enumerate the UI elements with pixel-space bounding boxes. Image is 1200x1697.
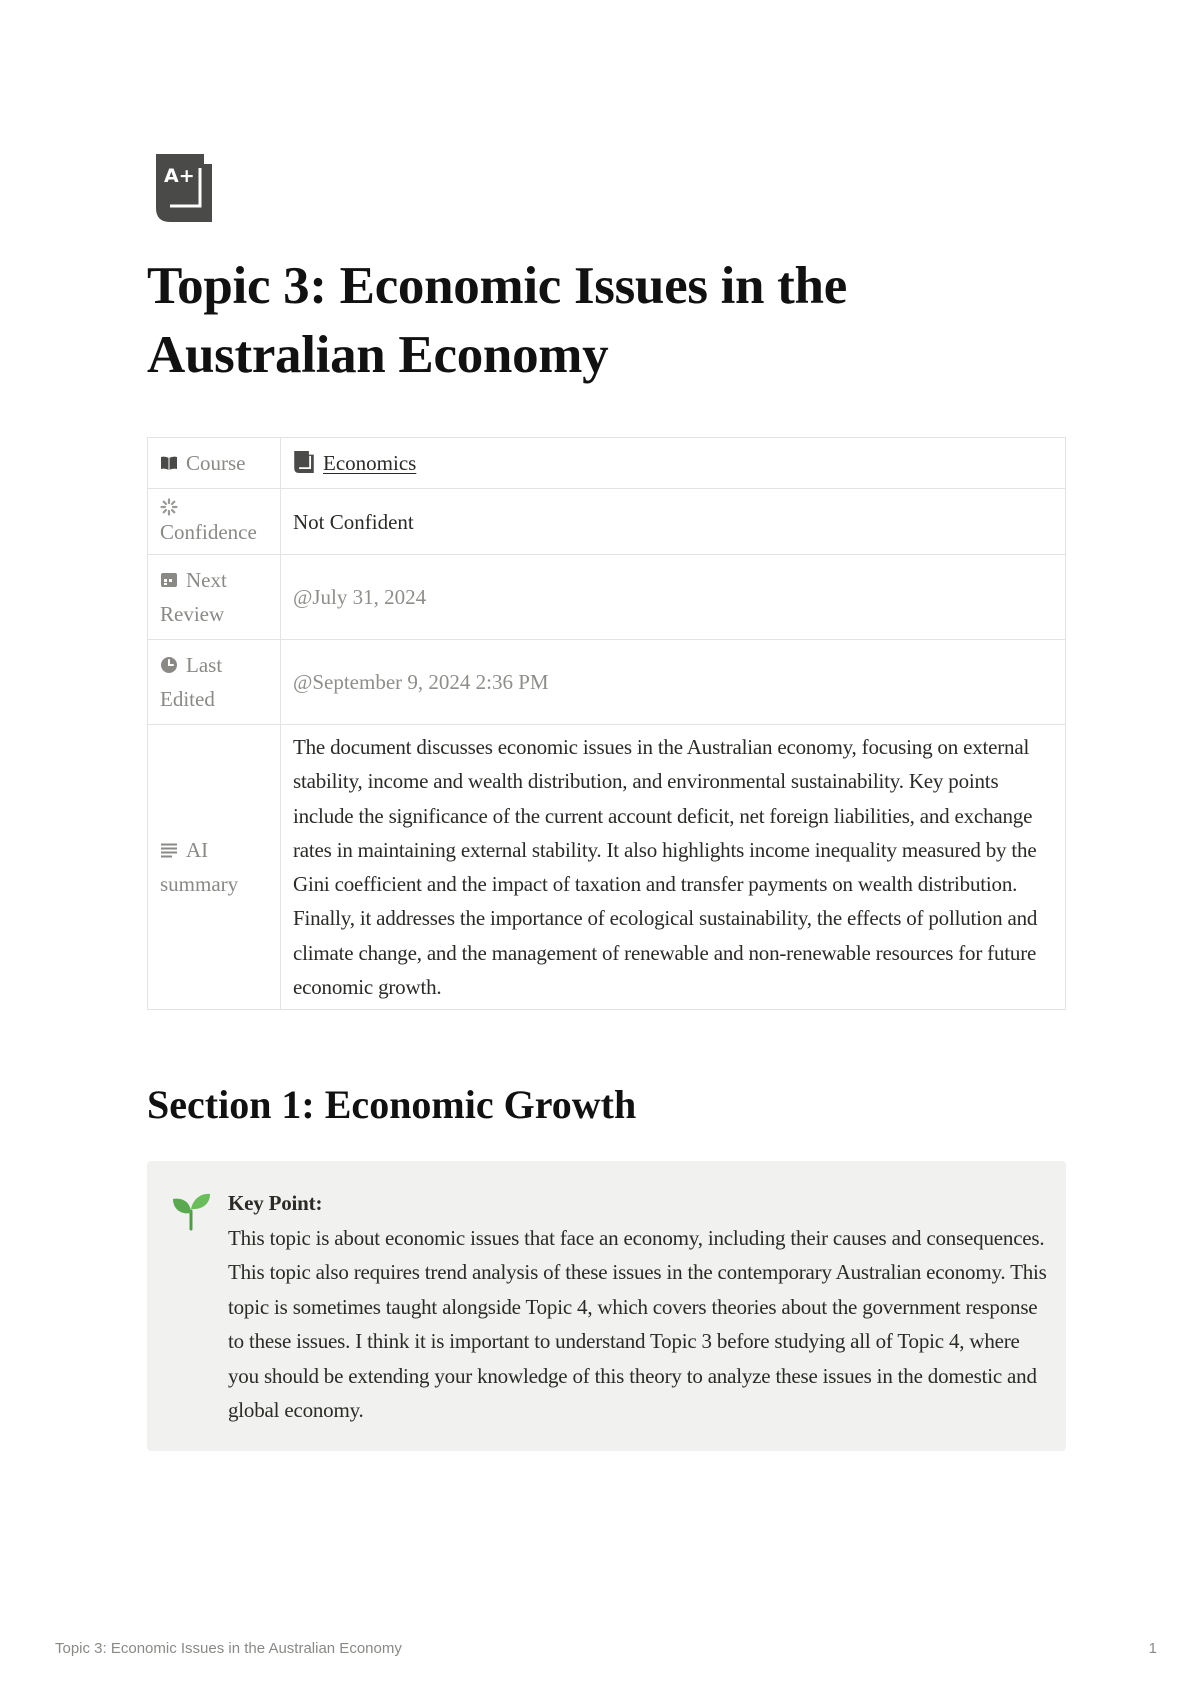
key-point-callout (147, 1161, 1066, 1451)
property-row-course (148, 438, 1066, 489)
callout-body (228, 1186, 1048, 1428)
property-value[interactable]: @July 31, 2024 (281, 555, 1066, 640)
property-row-next-review (148, 555, 1066, 640)
property-key-label: AI summary (160, 838, 239, 897)
property-row-confidence (148, 489, 1066, 555)
callout-title: Key Point: (228, 1191, 323, 1215)
property-key (148, 725, 281, 1010)
ai-summary-text[interactable]: The document discusses economic issues in the Australian economy, focusing on external stability, income and wealth distribution, and environmental sustainability. Key points include the significance of the current account deficit, net foreign liabilities, and exchange rates in maintaining external stability. It also highlights income inequality measured by the Gini coefficient and the impact of taxation and transfer payments on wealth distribution. Finally, it addresses the importance of ecological sustainability, the effects of pollution and climate change, and the management of renewable and non-renewable resources for future economic growth. (281, 725, 1066, 1010)
property-value: @September 9, 2024 2:36 PM (281, 640, 1066, 725)
property-key-label: Confidence (160, 519, 257, 544)
course-link[interactable]: Economics (323, 451, 417, 475)
text-lines-icon (160, 841, 178, 859)
property-key-label: Next Review (160, 568, 227, 626)
property-key (148, 555, 281, 640)
notebook-icon (293, 451, 315, 473)
footer-page-number: 1 (1148, 1640, 1157, 1657)
property-key (148, 438, 281, 489)
property-row-last-edited (148, 640, 1066, 725)
page-title: Topic 3: Economic Issues in the Australian Economy (147, 257, 847, 384)
property-key (148, 489, 281, 555)
property-key-label: Last Edited (160, 653, 223, 711)
property-row-ai-summary (148, 725, 1066, 1010)
section-heading: Section 1: Economic Growth (147, 1082, 637, 1127)
property-key-label: Course (186, 451, 246, 475)
loading-spinner-icon (160, 498, 178, 516)
seedling-icon (171, 1191, 211, 1231)
properties-table (147, 437, 1066, 1010)
book-icon (160, 454, 178, 472)
clock-icon (160, 656, 178, 674)
grade-a-plus-icon (156, 154, 220, 222)
property-key (148, 640, 281, 725)
property-value (281, 438, 1066, 489)
property-value[interactable]: Not Confident (281, 489, 1066, 555)
calendar-icon (160, 571, 178, 589)
icon-text: A+ (164, 165, 195, 187)
footer-title: Topic 3: Economic Issues in the Australian Economy (55, 1640, 402, 1657)
callout-text: This topic is about economic issues that face an economy, including their causes and consequences. This topic also requires trend analysis of these issues in the contemporary Australian economy. This topic is sometimes taught alongside Topic 4, which covers theories about the government response to these issues. I think it is important to understand Topic 3 before studying all of Topic 4, where you should be extending your knowledge of this theory to analyze these issues in the domestic and global economy. (228, 1225, 1047, 1422)
